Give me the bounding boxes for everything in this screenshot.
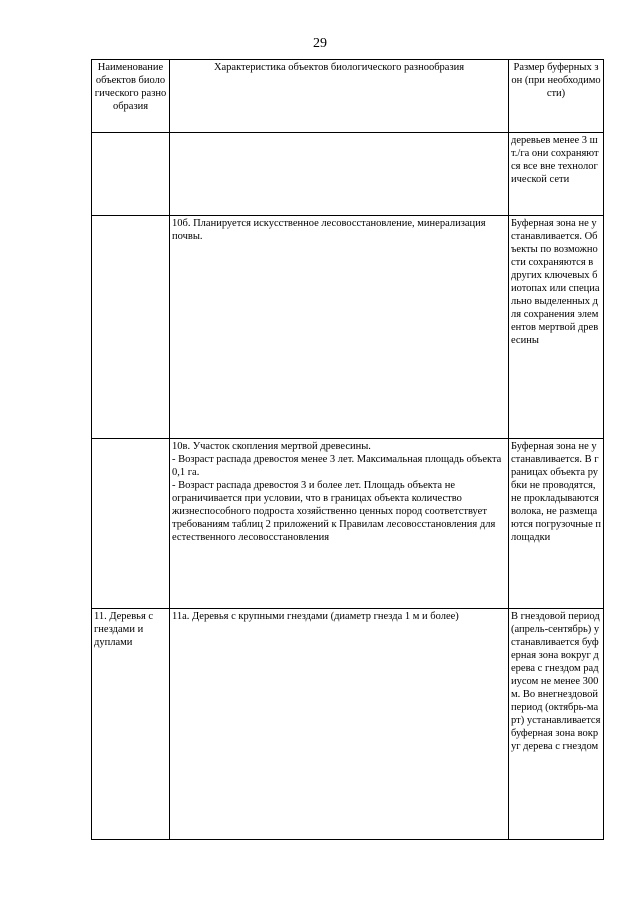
cell-buffer-size: Буферная зона не устанавливается. В границах объекта рубки не проводятся, не прокладываются волока, не размещаются погрузочные площадки	[509, 439, 604, 609]
cell-characteristic	[170, 216, 509, 439]
characteristic-line: - Возраст распада древостоя 3 и более лет. Площадь объекта не ограничивается при условии, что в границах объекта количество жизнеспособного подроста хозяйственно ценных пород соответствует требованиям таблиц 2 приложений к Правилам лесовосстановления для естественного лесовосстановления	[172, 480, 496, 543]
cell-characteristic	[170, 609, 509, 840]
cell-object-name	[92, 439, 170, 609]
cell-object-name	[92, 133, 170, 216]
biodiversity-table	[91, 59, 604, 840]
characteristic-line: 10б. Планируется искусственное лесовосстановление, минерализация почвы.	[172, 218, 486, 242]
characteristic-line: 11а. Деревья с крупными гнездами (диаметр гнезда 1 м и более)	[172, 611, 459, 622]
header-characteristic: Характеристика объектов биологического разнообразия	[170, 60, 509, 133]
characteristic-line: 10в. Участок скопления мертвой древесины.	[172, 441, 371, 452]
characteristic-line: - Возраст распада древостоя менее 3 лет. Максимальная площадь объекта 0,1 га.	[172, 454, 502, 478]
cell-object-name: 11. Деревья с гнездами и дуплами	[92, 609, 170, 840]
table-row	[92, 609, 604, 840]
cell-object-name	[92, 216, 170, 439]
header-buffer-size: Размер буферных зон (при необходимости)	[509, 60, 604, 133]
cell-buffer-size: деревьев менее 3 шт./га они сохраняются все вне технологической сети	[509, 133, 604, 216]
cell-characteristic	[170, 439, 509, 609]
table-row	[92, 216, 604, 439]
table-row	[92, 439, 604, 609]
table-row	[92, 133, 604, 216]
cell-buffer-size: Буферная зона не устанавливается. Объекты по возможности сохраняются в других ключевых биотопах или специально выделенных для сохранения элементов мертвой древесины	[509, 216, 604, 439]
table-header-row	[92, 60, 604, 133]
cell-characteristic	[170, 133, 509, 216]
cell-buffer-size: В гнездовой период (апрель-сентябрь) устанавливается буферная зона вокруг дерева с гнездом радиусом не менее 300 м. Во внегнездовой период (октябрь-март) устанавливается буферная зона вокруг дерева с гнездом	[509, 609, 604, 840]
page-number: 29	[313, 36, 327, 51]
header-object-name: Наименование объектов биологического разнообразия	[92, 60, 170, 133]
